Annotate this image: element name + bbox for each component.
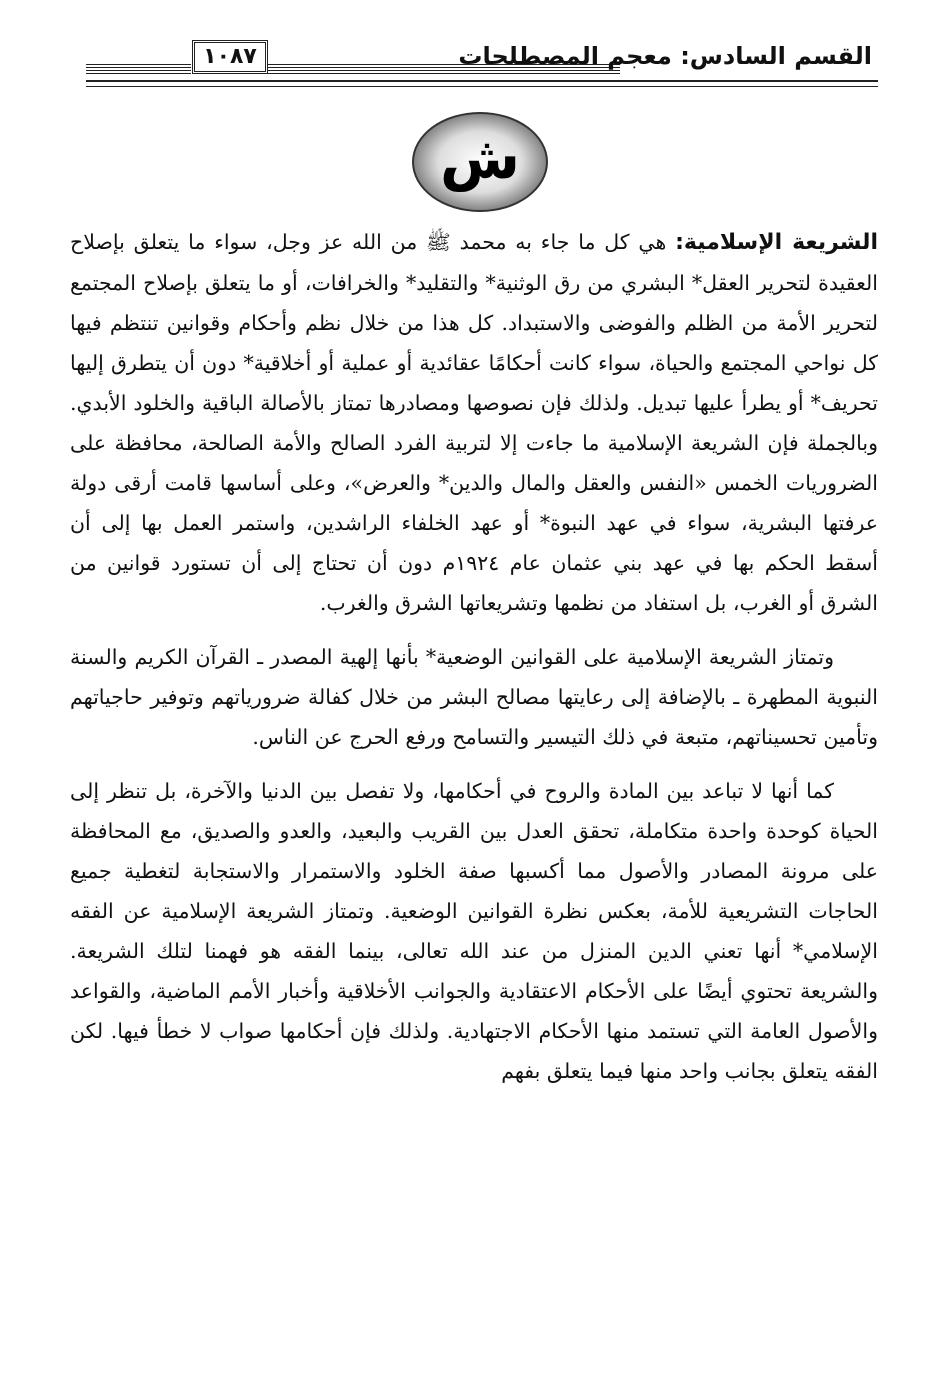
header-title: القسم السادس: معجم المصطلحات (458, 42, 872, 70)
entry-body (70, 222, 878, 1105)
header-rule-left (86, 62, 191, 74)
section-letter-badge (412, 112, 548, 212)
entry-paragraph-3: كما أنها لا تباعد بين المادة والروح في أحكامها، ولا تفصل بين الدنيا والآخرة، بل تنظر إلى الحياة كوحدة واحدة متكاملة، تحقق العدل بين القريب والبعيد، والعدو والصديق، مع المحافظة على مرونة المصادر والأصول مما أكسبها صفة الخلود والاستمرار والاستجابة لتغطية جميع الحاجات التشريعية للأمة، بعكس نظرة القوانين الوضعية. وتمتاز الشريعة الإسلامية عن الفقه الإسلامي* أنها تعني الدين المنزل من عند الله تعالى، بينما الفقه هو فهمنا لتلك الشريعة. والشريعة تحتوي أيضًا على الأحكام الاعتقادية والجوانب الأخلاقية وأخبار الأمم الماضية، والقواعد والأصول العامة التي تستمد منها الأحكام الاجتهادية. ولذلك فإن أحكامها صواب لا خطأ فيها. لكن الفقه يتعلق بجانب واحد منها فيما يتعلق بفهم (70, 779, 878, 1083)
page-header (68, 38, 878, 88)
paragraph-text-1: هي كل ما جاء به محمد ﷺ من الله عز وجل، سواء ما يتعلق بإصلاح العقيدة لتحرير العقل* البشري من رق الوثنية* والتقليد* والخرافات، أو ما يتعلق بإصلاح المجتمع لتحرير الأمة من الظلم والفوضى والاستبداد. كل هذا من خلال نظم وأحكام وقوانين تنتظم فيها كل نواحي المجتمع والحياة، سواء كانت أحكامًا عقائدية أو عملية أو أخلاقية* دون أن يتطرق إليها تحريف* أو يطرأ عليها تبديل. ولذلك فإن نصوصها ومصادرها تمتاز بالأصالة الباقية والخلود الأبدي. وبالجملة فإن الشريعة الإسلامية ما جاءت إلا لتربية الفرد الصالح والأمة الصالحة، محافظة على الضروريات الخمس «النفس والعقل والمال والدين* والعرض»، وعلى أساسها قامت أرقى دولة عرفتها البشرية، سواء في عهد النبوة* أو عهد الخلفاء الراشدين، واستمر العمل بها إلى أن أسقط الحكم بها في عهد بني عثمان عام ١٩٢٤م دون أن تحتاج إلى أن تستورد قوانين من الشرق أو الغرب، بل استفاد من نظمها وتشريعاتها الشرق والغرب. (70, 230, 878, 615)
page-number: ١٠٨٧ (192, 40, 268, 74)
header-divider (86, 80, 878, 87)
entry-paragraph-2: وتمتاز الشريعة الإسلامية على القوانين الوضعية* بأنها إلهية المصدر ـ القرآن الكريم والسنة النبوية المطهرة ـ بالإضافة إلى رعايتها مصالح البشر من خلال كفالة ضرورياتهم وتوفير حاجياتهم وتأمين تحسيناتهم، متبعة في ذلك التيسير والتسامح ورفع الحرج عن الناس. (70, 645, 878, 749)
section-letter: ش (439, 124, 521, 192)
entry-term: الشريعة الإسلامية: (675, 230, 878, 255)
entry-paragraph-1 (70, 222, 878, 623)
